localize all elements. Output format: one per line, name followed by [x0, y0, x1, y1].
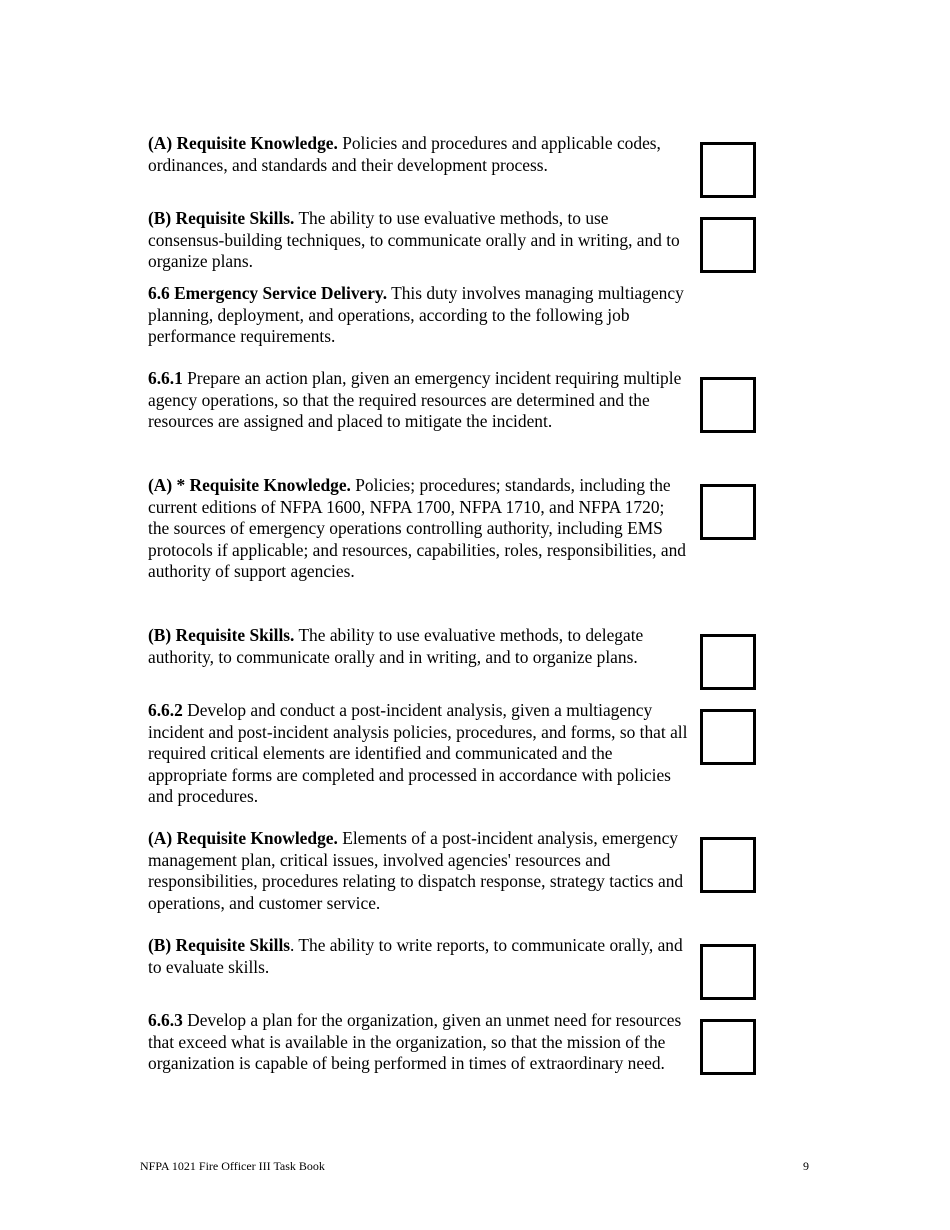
section-lead: (A) Requisite Knowledge. [148, 828, 338, 848]
footer-title: NFPA 1021 Fire Officer III Task Book [140, 1159, 325, 1173]
section-lead: (B) Requisite Skills. [148, 625, 295, 645]
section-6-6-3 [148, 1010, 688, 1075]
signoff-checkbox-6-6-2[interactable] [700, 709, 756, 765]
page-number: 9 [803, 1159, 809, 1173]
section-body: Elements of a post-incident analysis, emergency management plan, critical issues, involved agencies' resources and responsibilities, procedures relating to dispatch response, strategy tactics and operations, and customer service. [148, 828, 684, 913]
signoff-checkbox-6-5-knowledge[interactable] [700, 142, 756, 198]
signoff-checkbox-6-6-2-skills[interactable] [700, 944, 756, 1000]
section-body: Policies; procedures; standards, including the current editions of NFPA 1600, NFPA 1700, NFPA 1710, and NFPA 1720; the sources of emergency operations controlling authority, including EMS protocols if applicable; and resources, capabilities, roles, responsibilities, and authority of support agencies. [148, 475, 686, 582]
section-6-6-1 [148, 368, 688, 433]
section-body: . The ability to write reports, to communicate orally, and to evaluate skills. [148, 935, 683, 977]
section-lead: (B) Requisite Skills [148, 935, 291, 955]
section-6-6-2 [148, 700, 688, 808]
section-lead: (A) Requisite Knowledge. [148, 133, 338, 153]
section-lead: 6.6.1 [148, 368, 183, 388]
signoff-checkbox-6-5-skills[interactable] [700, 217, 756, 273]
section-6-6-2-knowledge [148, 828, 693, 914]
section-6-6-heading [148, 283, 688, 348]
section-6-6-1-knowledge [148, 475, 688, 583]
section-lead: (A) * Requisite Knowledge. [148, 475, 351, 495]
section-lead: 6.6 Emergency Service Delivery. [148, 283, 388, 303]
section-body: The ability to use evaluative methods, to delegate authority, to communicate orally and in writing, and to organize plans. [148, 625, 644, 667]
section-6-6-1-skills [148, 625, 688, 668]
section-lead: 6.6.2 [148, 700, 183, 720]
section-body: Develop and conduct a post-incident analysis, given a multiagency incident and post-incident analysis policies, procedures, and forms, so that all required critical elements are identified and communicated and the appropriate forms are completed and processed in accordance with policies and procedures. [148, 700, 688, 807]
signoff-checkbox-6-6-3[interactable] [700, 1019, 756, 1075]
section-body: The ability to use evaluative methods, to use consensus-building techniques, to communicate orally and in writing, and to organize plans. [148, 208, 680, 272]
section-6-5-knowledge [148, 133, 688, 176]
section-6-5-skills [148, 208, 688, 273]
signoff-checkbox-6-6-1-skills[interactable] [700, 634, 756, 690]
section-lead: 6.6.3 [148, 1010, 183, 1030]
section-6-6-2-skills [148, 935, 688, 978]
section-lead: (B) Requisite Skills. [148, 208, 295, 228]
section-body: Develop a plan for the organization, given an unmet need for resources that exceed what is available in the organization, so that the mission of the organization is capable of being performed in times of extraordinary need. [148, 1010, 682, 1074]
section-body: Policies and procedures and applicable codes, ordinances, and standards and their development process. [148, 133, 661, 175]
signoff-checkbox-6-6-1[interactable] [700, 377, 756, 433]
section-body: This duty involves managing multiagency planning, deployment, and operations, according to the following job performance requirements. [148, 283, 684, 347]
signoff-checkbox-6-6-2-knowledge[interactable] [700, 837, 756, 893]
section-body: Prepare an action plan, given an emergency incident requiring multiple agency operations, so that the required resources are determined and the resources are assigned and placed to mitigate the incident. [148, 368, 682, 432]
signoff-checkbox-6-6-1-knowledge[interactable] [700, 484, 756, 540]
